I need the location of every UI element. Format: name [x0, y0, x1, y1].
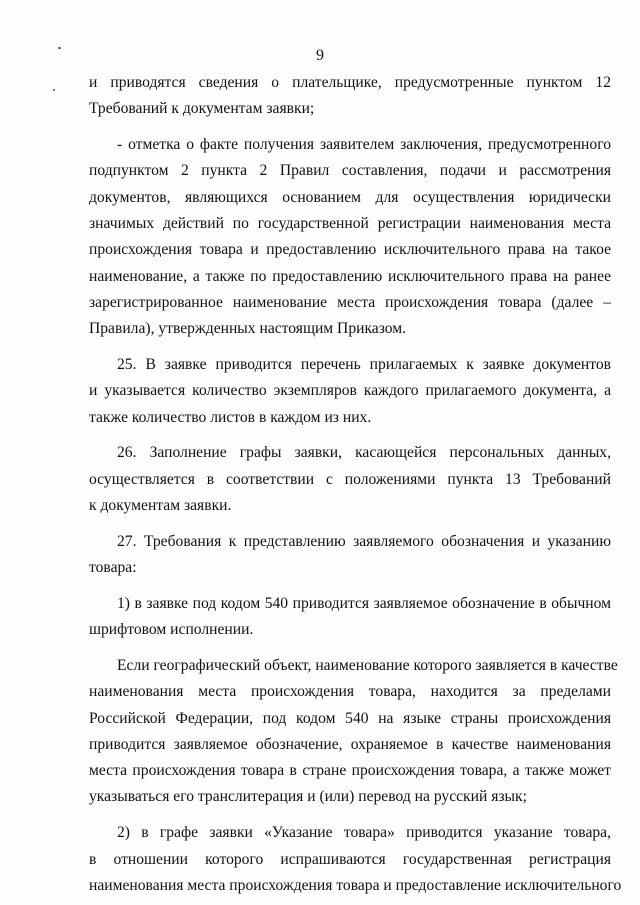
text-line: Если географический объект, наименование которого заявляется в качестве [117, 656, 618, 674]
text-line: Российской Федерации, под кодом 540 на языке страны происхождения [89, 709, 611, 727]
text-line: шрифтовом исполнении. [89, 621, 254, 639]
text-line: к документам заявки. [89, 496, 232, 514]
text-line: 27. Требования к представлению заявляемого обозначения и указанию [117, 532, 611, 550]
text-line: наименование, а также по предоставлению исключительного права на ранее [89, 267, 611, 285]
text-line: документов, являющихся основанием для осуществления юридически [89, 188, 611, 206]
text-line: приводится заявляемое обозначение, охраняемое в качестве наименования [89, 735, 611, 753]
text-line: Требований к документам заявки; [89, 100, 315, 118]
paragraph [89, 591, 611, 644]
paragraph [89, 70, 611, 123]
text-line: зарегистрированное наименование места происхождения товара (далее – [89, 293, 611, 311]
paragraph [89, 529, 611, 582]
text-line: происхождения товара и предоставлению исключительного права на такое [89, 241, 611, 259]
text-line: подпунктом 2 пункта 2 Правил составления, подачи и рассмотрения [89, 162, 611, 180]
text-line: места происхождения товара в стране происхождения товара, а также может [89, 762, 611, 780]
text-line: 1) в заявке под кодом 540 приводится заявляемое обозначение в обычном [117, 594, 611, 612]
text-line: - отметка о факте получения заявителем заключения, предусмотренного [117, 136, 611, 154]
text-line: товара: [89, 559, 137, 577]
paragraph [89, 820, 622, 899]
text-line: Правила), утвержденных настоящим Приказом. [89, 320, 407, 338]
text-line: наименования места происхождения товара и предоставление исключительного [89, 876, 622, 894]
paragraph [89, 352, 611, 431]
text-line: и указывается количество экземпляров каждого прилагаемого документа, а [89, 382, 611, 400]
paragraph [89, 653, 618, 811]
text-line: указываться его транслитерация и (или) перевод на русский язык; [89, 788, 527, 806]
text-line: 2) в графе заявки «Указание товара» приводится указание товара, [117, 824, 611, 842]
body-text [89, 70, 622, 899]
text-line: наименования места происхождения товара, находится за пределами [89, 683, 611, 701]
text-line: значимых действий по государственной регистрации наименования места [89, 214, 611, 232]
text-line: также количество листов в каждом из них. [89, 408, 372, 426]
page-number: 9 [316, 47, 324, 64]
text-line: в отношении которого испрашиваются государственная регистрация [89, 850, 611, 868]
text-line: 26. Заполнение графы заявки, касающейся персональных данных, [117, 444, 611, 462]
text-line: и приводятся сведения о плательщике, предусмотренные пунктом 12 [89, 74, 611, 91]
text-line: 25. В заявке приводится перечень прилагаемых к заявке документов [117, 355, 611, 373]
paragraph [89, 132, 611, 342]
scan-speck [53, 89, 55, 91]
paragraph [89, 440, 611, 519]
text-line: осуществляется в соответствии с положениями пункта 13 Требований [89, 470, 611, 488]
